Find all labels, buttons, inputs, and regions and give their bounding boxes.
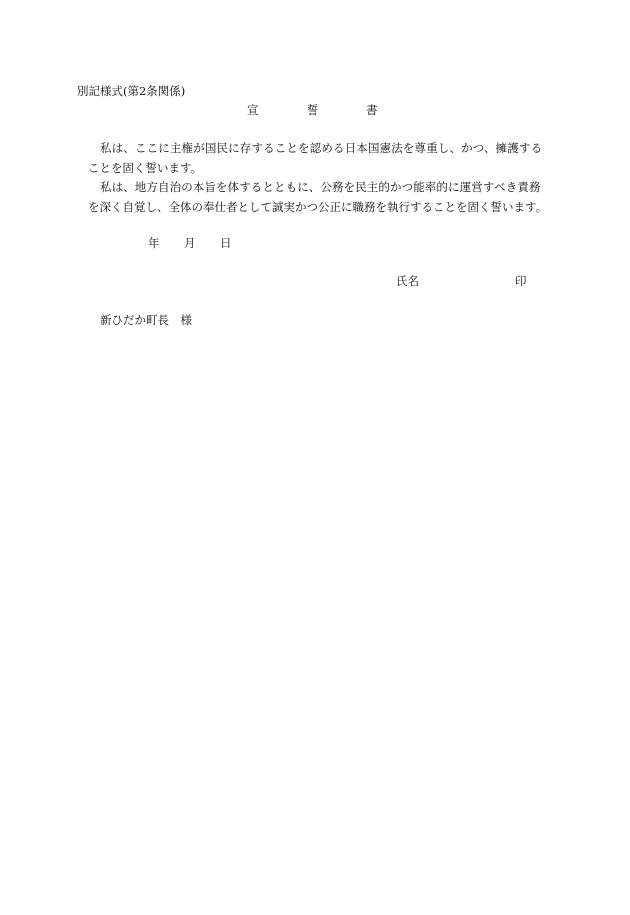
title-char-1: 宣 (247, 103, 259, 117)
signature-seal-label: 印 (515, 274, 527, 288)
form-label: 別記様式(第2条関係) (77, 84, 186, 98)
title-char-2: 誓 (307, 103, 319, 117)
date-year-label: 年 (148, 236, 160, 250)
signature-name-label: 氏名 (396, 274, 419, 288)
title-char-3: 書 (366, 103, 378, 117)
paragraph-2-line-2: を深く自覚し、全体の奉仕者として誠実かつ公正に職務を執行することを固く誓います。 (88, 200, 548, 214)
paragraph-2-line-1: 私は、地方自治の本旨を体するとともに、公務を民主的かつ能率的に運営すべき責務 (100, 180, 541, 194)
date-month-label: 月 (184, 236, 196, 250)
date-day-label: 日 (220, 236, 232, 250)
paragraph-1-line-2: ことを固く誓います。 (88, 161, 203, 175)
paragraph-1-line-1: 私は、ここに主権が国民に存することを認める日本国憲法を尊重し、かつ、擁護する (100, 141, 543, 155)
addressee: 新ひだか町長 様 (100, 313, 192, 327)
